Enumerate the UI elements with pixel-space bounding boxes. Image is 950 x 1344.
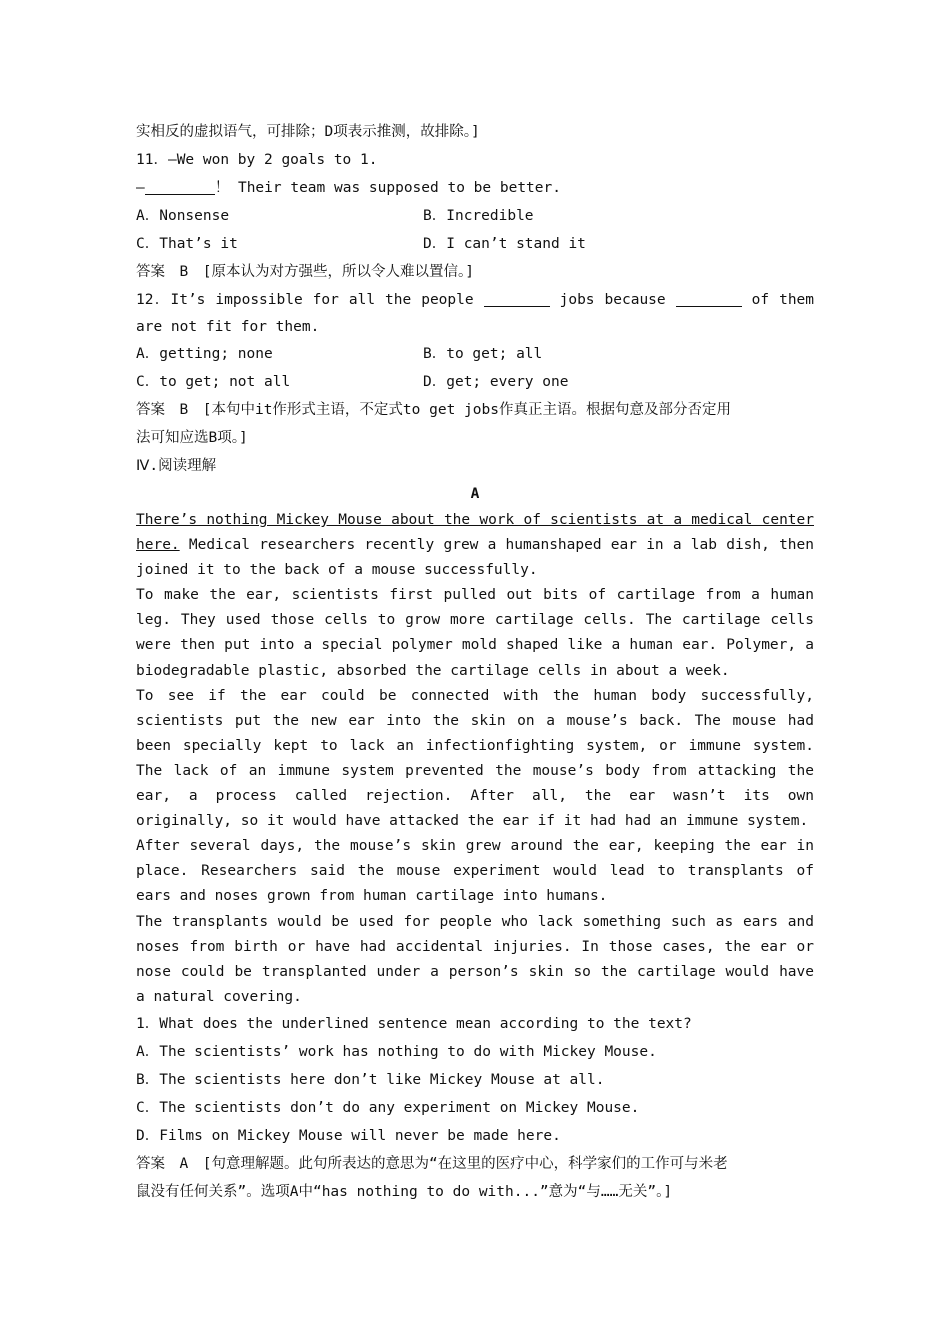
q11-options-row-1 bbox=[136, 202, 814, 230]
continued-explanation-line: 实相反的虚拟语气，可排除；D项表示推测，故排除。] bbox=[136, 124, 480, 140]
q12-stem-line-1 bbox=[136, 286, 814, 314]
q11-option-c: C．That’s it bbox=[136, 236, 238, 252]
q12-blank-1 bbox=[484, 290, 550, 307]
q12-blank-2 bbox=[676, 290, 742, 307]
q11-option-d: D．I can’t stand it bbox=[423, 236, 586, 252]
q12-stem-line-2: are not fit for them. bbox=[136, 319, 320, 335]
document-page bbox=[136, 118, 814, 1206]
r1-option-a: A．The scientists’ work has nothing to do with Mickey Mouse. bbox=[136, 1043, 657, 1060]
passage-paragraph-2: To make the ear, scientists first pulled out bits of cartilage from a human leg. They used those cells to grow more cartilage cells. The cartilage cells were then put into a special polymer mold shaped like a human ear. Polymer, a biodegradable plastic, absorbed the cartilage cells in about a week. bbox=[136, 587, 814, 679]
section-title: Ⅳ.阅读理解 bbox=[136, 458, 217, 474]
underlined-sentence: There’s nothing Mickey Mouse about the work of scientists at a medical center here. bbox=[136, 512, 814, 554]
q12-stem-part-b: jobs because bbox=[559, 292, 666, 308]
q11-reply bbox=[136, 174, 814, 202]
q12-option-d: D．get; every one bbox=[423, 374, 569, 390]
q11-options-row-2 bbox=[136, 230, 814, 258]
q11-option-a: A．Nonsense bbox=[136, 208, 230, 224]
q11-blank bbox=[145, 178, 215, 195]
r1-answer-line-2: 鼠没有任何关系”。选项A中“has nothing to do with...”意为“与……无关”。] bbox=[136, 1183, 673, 1200]
q12-stem-part-a: 12．It’s impossible for all the people bbox=[136, 292, 474, 308]
passage-paragraph-5: The transplants would be used for people who lack something such as ears and noses from birth or have had accidental injuries. In those cases, the ear or nose could be transplanted under a person’s skin so the cartilage would have a natural covering. bbox=[136, 913, 814, 1005]
q12-options-row-1 bbox=[136, 340, 814, 368]
passage-paragraph-3: To see if the ear could be connected with the human body successfully, scientists put the new ear into the skin on a mouse’s back. The mouse had been specially kept to lack an infectionfighting system, or immune system. The lack of an immune system prevented the mouse’s body from attacking the ear, a process called rejection. After all, the ear wasn’t its own originally, so it would have attacked the ear if it had had an immune system. bbox=[136, 687, 814, 830]
passage-paragraph-4: After several days, the mouse’s skin grew around the ear, keeping the ear in place. Researchers said the mouse experiment would lead to transplants of ears and noses grown from human cartilage into humans. bbox=[136, 838, 814, 905]
r1-option-d: D．Films on Mickey Mouse will never be made here. bbox=[136, 1127, 561, 1144]
r1-stem: 1．What does the underlined sentence mean according to the text? bbox=[136, 1015, 692, 1032]
r1-option-b: B．The scientists here don’t like Mickey Mouse at all. bbox=[136, 1071, 605, 1088]
passage-paragraph-1-rest: Medical researchers recently grew a humanshaped ear in a lab dish, then joined it to the back of a mouse successfully. bbox=[136, 537, 814, 579]
q11-option-b: B．Incredible bbox=[423, 208, 534, 224]
q12-options-row-2 bbox=[136, 368, 814, 396]
q12-option-c: C．to get; not all bbox=[136, 374, 291, 390]
q12-answer-line-2: 法可知应选B项。] bbox=[136, 430, 248, 446]
q11-reply-text: ！ Their team was supposed to be better. bbox=[214, 180, 561, 196]
q11-reply-dash: — bbox=[136, 180, 145, 196]
q12-option-b: B．to get; all bbox=[423, 346, 543, 362]
passage-label: A bbox=[470, 486, 480, 502]
q11-stem: 11．—We won by 2 goals to 1. bbox=[136, 152, 378, 168]
q12-option-a: A．getting; none bbox=[136, 346, 273, 362]
q12-answer-line-1: 答案 B [本句中it作形式主语，不定式to get jobs作真正主语。根据句意及部分否定用 bbox=[136, 402, 731, 418]
q12-stem-part-c: of them bbox=[751, 292, 814, 308]
r1-answer-line-1: 答案 A [句意理解题。此句所表达的意思为“在这里的医疗中心，科学家们的工作可与米老 bbox=[136, 1155, 728, 1172]
r1-option-c: C．The scientists don’t do any experiment on Mickey Mouse. bbox=[136, 1099, 640, 1116]
q11-answer: 答案 B [原本认为对方强些，所以令人难以置信。] bbox=[136, 264, 474, 280]
passage-paragraph-1 bbox=[136, 508, 814, 583]
